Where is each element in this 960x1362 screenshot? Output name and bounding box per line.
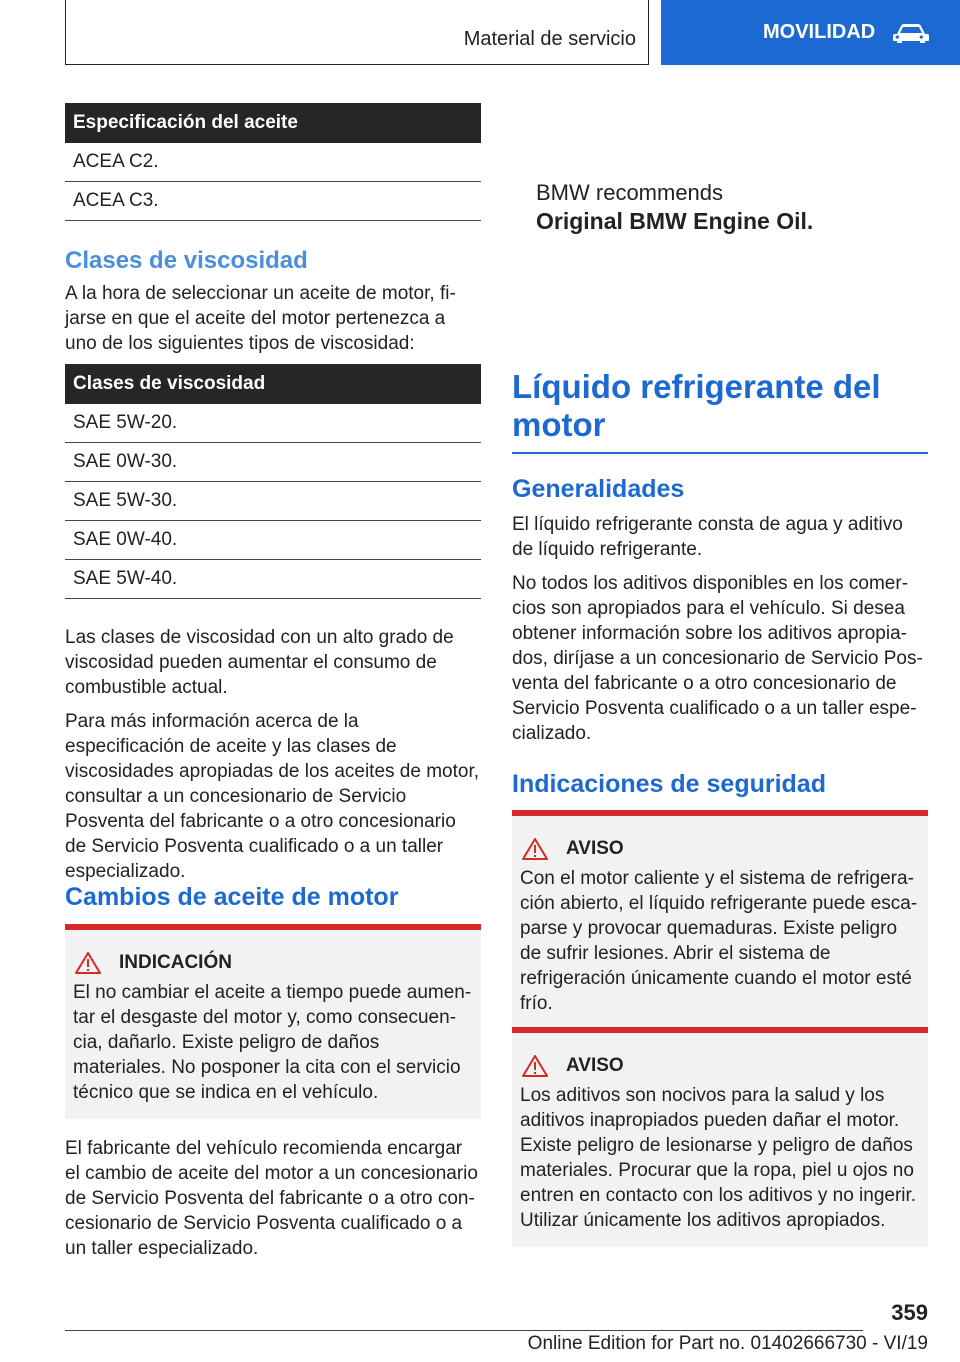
table-row: SAE 0W-30. (65, 443, 481, 482)
header-section-title: Material de servicio (463, 28, 636, 50)
table-row: ACEA C2. (65, 143, 481, 182)
oil-ad-line1: BMW recommends (536, 180, 724, 205)
header-left-rule (65, 0, 66, 65)
viscosity-table (65, 364, 481, 599)
warning-title-1: AVISO (566, 838, 624, 859)
viscosity-heading: Clases de viscosidad (65, 247, 308, 274)
coolant-heading-rule (512, 452, 928, 454)
table-row: SAE 5W-30. (65, 482, 481, 521)
table-row: SAE 5W-40. (65, 560, 481, 599)
car-icon (891, 22, 931, 44)
header-bottom-rule (65, 64, 649, 65)
warning-text-2: Los aditivos son nocivos para la salud y los aditivos inapropiados pueden dañar el motor. Existe peligro de lesionarse y peligro de daños materiales. Procurar que la ropa, piel u ojos no entren en contacto con los aditivos y no ingerir. Utilizar únicamente los aditivos apropiados. (520, 1085, 917, 1231)
warning-title-2: AVISO (566, 1055, 624, 1076)
header-right-rule (648, 0, 649, 65)
table-row: SAE 5W-20. (65, 404, 481, 443)
coolant-heading: Líquido refrigerante del motor (512, 368, 881, 443)
general-para-1: El líquido refrigerante consta de agua y aditivo de líquido refrigerante. (512, 514, 903, 560)
viscosity-para: Las clases de viscosidad con un alto grado de viscosidad pueden aumentar el consumo de combustible actual. (65, 627, 454, 698)
general-para-2: No todos los aditivos disponibles en los comercios son apropiados para el vehículo. Si desea obtener información sobre los aditivos apropiados, diríjase a un concesionario de Servicio Posventa del fabricante o a otro concesionario de Servicio Posventa cualificado o a un taller especializado. (512, 573, 923, 744)
header-tab-movilidad[interactable] (661, 0, 960, 65)
header-tab-label: MOVILIDAD (763, 21, 876, 43)
warning-text-1: Con el motor caliente y el sistema de refrigeración abierto, el líquido refrigerante puede escaparse y provocar quemaduras. Existe peligro de sufrir lesiones. Abrir el sistema de refrigeración únicamente cuando el motor esté frío. (520, 868, 918, 1014)
manufacturer-recommendation-para: El fabricante del vehículo recomienda encargar el cambio de aceite del motor a un concesionario de Servicio Posventa del fabricante o a otro concesionario de Servicio Posventa cualificado o a un taller especializado. (65, 1138, 478, 1259)
warning-triangle-icon (522, 838, 548, 860)
warning-box-1 (512, 810, 928, 1030)
table-row: ACEA C3. (65, 182, 481, 221)
footer-rule (65, 1330, 863, 1331)
page-number: 359 (891, 1300, 928, 1325)
more-info-para: Para más información acerca de la especificación de aceite y las clases de viscosidades apropiadas de los aceites de motor, consultar a un concesionario de Servicio Posventa del fabricante o a otro concesionario de Servicio Posventa cualificado o a un taller especializado. (65, 711, 480, 882)
warning-triangle-icon (75, 952, 101, 974)
warning-triangle-icon (522, 1055, 548, 1077)
viscosity-table-header: Clases de viscosidad (65, 364, 481, 404)
oil-change-heading: Cambios de aceite de motor (65, 883, 399, 911)
viscosity-intro: A la hora de seleccionar un aceite de motor, fijarse en que el aceite del motor pertenezca a uno de los siguientes tipos de viscosidad: (65, 283, 456, 354)
oil-ad-line2: Original BMW Engine Oil. (536, 208, 814, 234)
notice-title: INDICACIÓN (119, 952, 232, 973)
general-heading: Generalidades (512, 475, 685, 503)
warning-box-2 (512, 1027, 928, 1247)
bmw-oil-ad (536, 180, 813, 235)
oil-spec-table-header: Especificación del aceite (65, 103, 481, 143)
notice-box (65, 924, 481, 1119)
notice-text: El no cambiar el aceite a tiempo puede aumentar el desgaste del motor y, como consecuencia, dañarlo. Existe peligro de daños materiales. No posponer la cita con el servicio técnico que se indica en el vehículo. (73, 982, 472, 1103)
table-row: SAE 0W-40. (65, 521, 481, 560)
edition-footer: Online Edition for Part no. 01402666730 - VI/19 (527, 1333, 928, 1354)
oil-spec-table (65, 103, 481, 221)
safety-heading: Indicaciones de seguridad (512, 770, 826, 798)
